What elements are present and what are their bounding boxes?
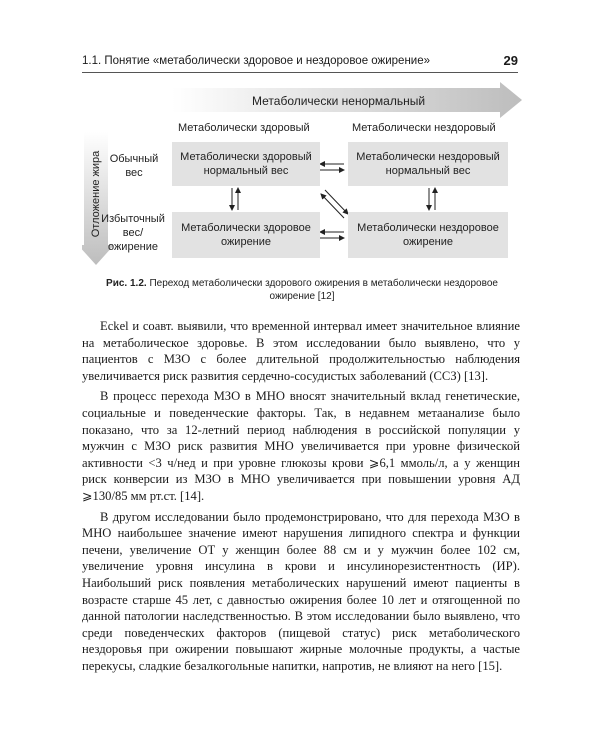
caption-label: Рис. 1.2. xyxy=(106,278,147,289)
column-header-healthy: Метаболически здоровый xyxy=(178,122,310,134)
top-arrow-label: Метаболически ненормальный xyxy=(252,94,426,108)
caption-text: Переход метаболически здорового ожирения в метаболически нездоровое ожирение [12] xyxy=(149,278,498,302)
figure-diagram xyxy=(82,80,522,270)
figure-caption xyxy=(82,277,522,303)
running-header-title: 1.1. Понятие «метаболически здоровое и нездоровое ожирение» xyxy=(82,55,431,67)
body-text xyxy=(82,318,520,678)
paragraph: Eckel и соавт. выявили, что временной интервал имеет значительное влияние на метаболическое здоровье. В этом исследовании было выявлено, что у пациентов с МЗО с более длительной продолжительностью наблюдения увеличивается риск развития сердечно-сосудистых заболеваний (ССЗ) [13]. xyxy=(82,319,520,383)
side-arrow-label: Отложение жира xyxy=(90,150,102,238)
box-healthy-obesity: Метаболически здоровое ожирение xyxy=(172,212,320,258)
box-unhealthy-normal-weight: Метаболически нездоровый нормальный вес xyxy=(348,142,508,186)
row-label-normal-weight: Обычный вес xyxy=(109,153,159,179)
box-healthy-normal-weight: Метаболически здоровый нормальный вес xyxy=(172,142,320,186)
paragraph: В другом исследовании было продемонстрировано, что для перехода МЗО в МНО наибольшее значение имеют нарушения липидного спектра и функции печени, увеличение ОТ у женщин более 88 см и у мужчин более 102 см, увеличение уровня инсулина в крови и инсулинорезистентность (ИР). Наибольший риск появления метаболических нарушений имеют пациенты в возрасте старше 45 лет, с давностью ожирения более 10 лет и отягощенной по данной патологии наследственностью. В этом исследовании было выявлено, что среди поведенческих факторов (пищевой статус) риск метаболического нездоровья при ожирении повышают жирные молочные продукты, а частые перекусы, сладкие безалкогольные напитки, напротив, не влияют на него [15]. xyxy=(82,509,520,673)
row-label-overweight: Избыточный вес/ ожирение xyxy=(101,213,165,253)
column-header-unhealthy: Метаболически нездоровый xyxy=(352,122,496,134)
header-rule xyxy=(82,72,518,73)
running-header xyxy=(82,52,518,72)
box-unhealthy-obesity: Метаболически нездоровое ожирение xyxy=(348,212,508,258)
page-number: 29 xyxy=(503,53,518,68)
paragraph: В процесс перехода МЗО в МНО вносят значительный вклад генетические, социальные и поведенческие факторы. Так, в недавнем метаанализе было показано, что за 12-летний период наблюдения в российской популяции у мужчин с МЗО риск развития МНО увеличивается при уровне физической активности <3 ч/нед и при уровне глюкозы крови ⩾6,1 ммоль/л, а у женщин риск конверсии из МЗО в МНО увеличивается при повышении уровня АД ⩾130/85 мм рт.ст. [14]. xyxy=(82,389,520,503)
